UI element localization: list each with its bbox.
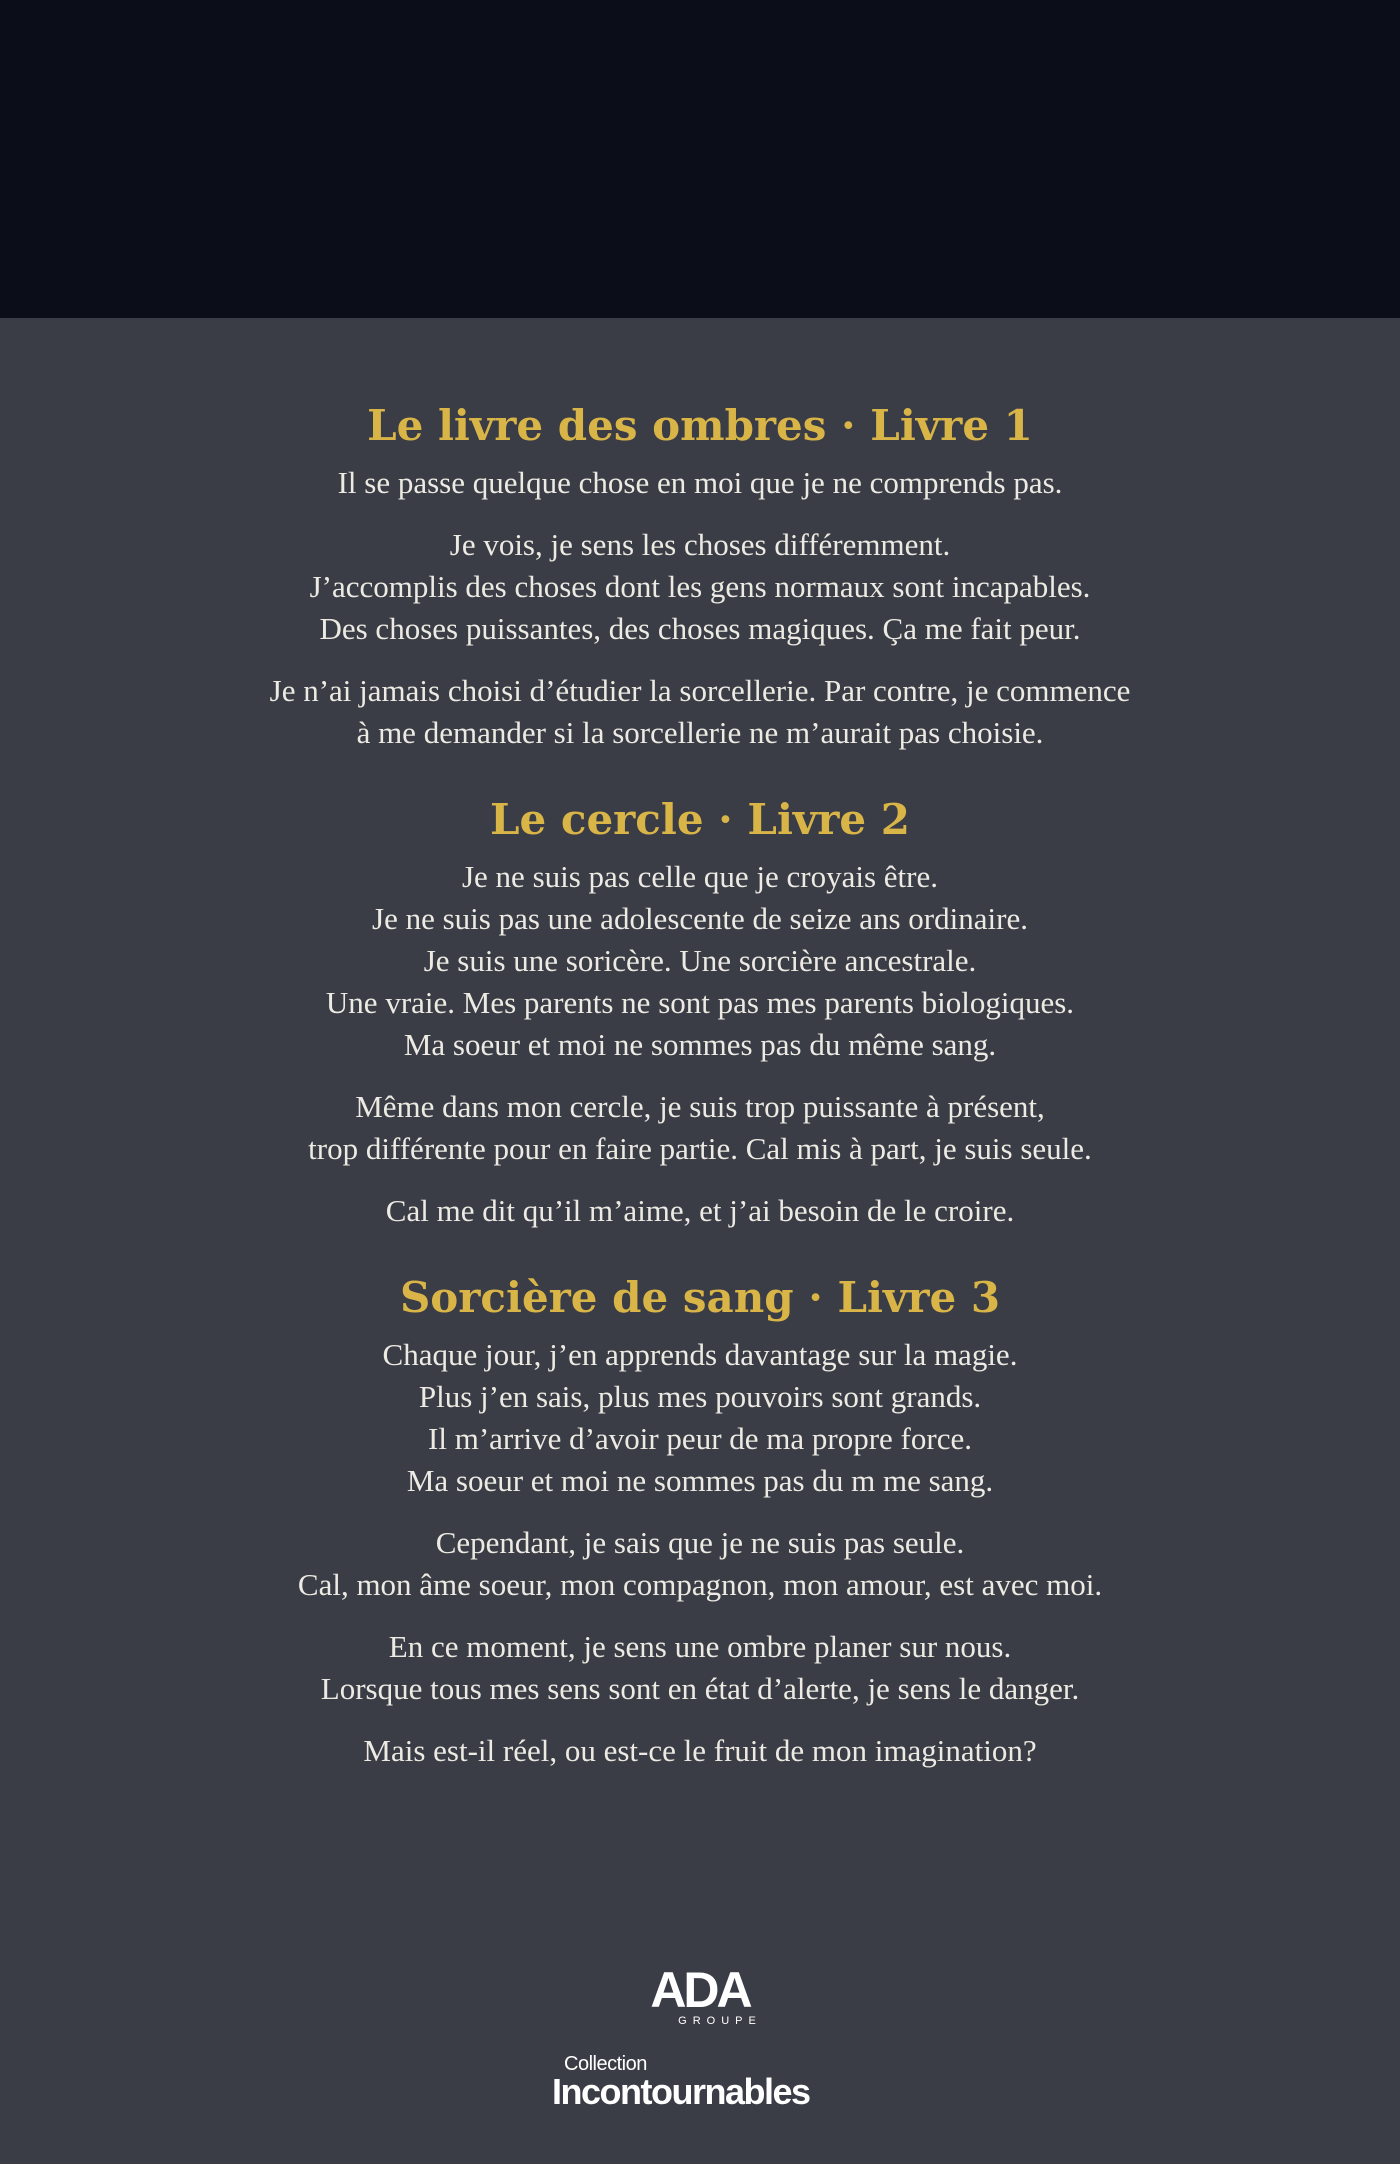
collection-name: Incontournables [552,2071,810,2112]
text-line: Je vois, je sens les choses différemment. [449,527,951,562]
book-1-paragraph [0,524,1400,650]
book-3-paragraph [0,1730,1400,1772]
book-3-paragraph [0,1522,1400,1606]
book-2-section [0,794,1400,1232]
text-line: Des choses puissantes, des choses magiques. Ça me fait peur. [319,611,1081,646]
text-line: Cal me dit qu’il m’aime, et j’ai besoin de le croire. [385,1193,1015,1228]
top-band [0,0,1400,318]
text-line: Je ne suis pas celle que je croyais être. [461,859,938,894]
book-2-title: Le cercle · Livre 2 [490,795,910,844]
book-3-paragraph [0,1626,1400,1710]
book-2-paragraph [0,1086,1400,1170]
text-line: Il m’arrive d’avoir peur de ma propre force. [428,1421,972,1456]
text-line: Même dans mon cercle, je suis trop puissante à présent, [355,1089,1045,1124]
text-line: trop différente pour en faire partie. Cal mis à part, je suis seule. [308,1131,1092,1166]
text-line: Plus j’en sais, plus mes pouvoirs sont grands. [418,1379,982,1414]
text-line: Chaque jour, j’en apprends davantage sur la magie. [382,1337,1018,1372]
book-3-paragraph [0,1334,1400,1502]
ada-logo-mark: ADA [650,1962,750,2018]
text-line: Cependant, je sais que je ne suis pas seule. [435,1525,965,1560]
text-line: à me demander si la sorcellerie ne m’aurait pas choisie. [356,715,1044,750]
text-line: J’accomplis des choses dont les gens normaux sont incapables. [309,569,1091,604]
text-line: En ce moment, je sens une ombre planer sur nous. [388,1629,1012,1664]
collection-label: Collection [564,2053,647,2075]
collection-incontournables-logo [552,2054,872,2114]
text-line: Je suis une soricère. Une sorcière ancestrale. [423,943,977,978]
text-line: Mais est-il réel, ou est-ce le fruit de mon imagination? [363,1733,1037,1768]
ada-groupe-logo [0,1962,1400,2027]
text-line: Une vraie. Mes parents ne sont pas mes parents biologiques. [325,985,1075,1020]
book-2-paragraph [0,856,1400,1066]
book-2-paragraph [0,1190,1400,1232]
book-3-title: Sorcière de sang · Livre 3 [399,1273,1001,1322]
text-line: Il se passe quelque chose en moi que je ne comprends pas. [337,465,1063,500]
book-1-paragraph [0,462,1400,504]
book-3-section [0,1272,1400,1772]
text-line: Je n’ai jamais choisi d’étudier la sorcellerie. Par contre, je commence [269,673,1131,708]
text-line: Je ne suis pas une adolescente de seize ans ordinaire. [372,901,1028,936]
text-line: Ma soeur et moi ne sommes pas du m me sang. [406,1463,994,1498]
ada-logo-subtitle: GROUPE [678,2015,762,2027]
back-cover-text [0,400,1400,1812]
book-1-paragraph [0,670,1400,754]
text-line: Ma soeur et moi ne sommes pas du même sang. [403,1027,997,1062]
book-1-title: Le livre des ombres · Livre 1 [367,401,1033,450]
text-line: Cal, mon âme soeur, mon compagnon, mon amour, est avec moi. [297,1567,1103,1602]
book-1-section [0,400,1400,754]
text-line: Lorsque tous mes sens sont en état d’alerte, je sens le danger. [320,1671,1080,1706]
